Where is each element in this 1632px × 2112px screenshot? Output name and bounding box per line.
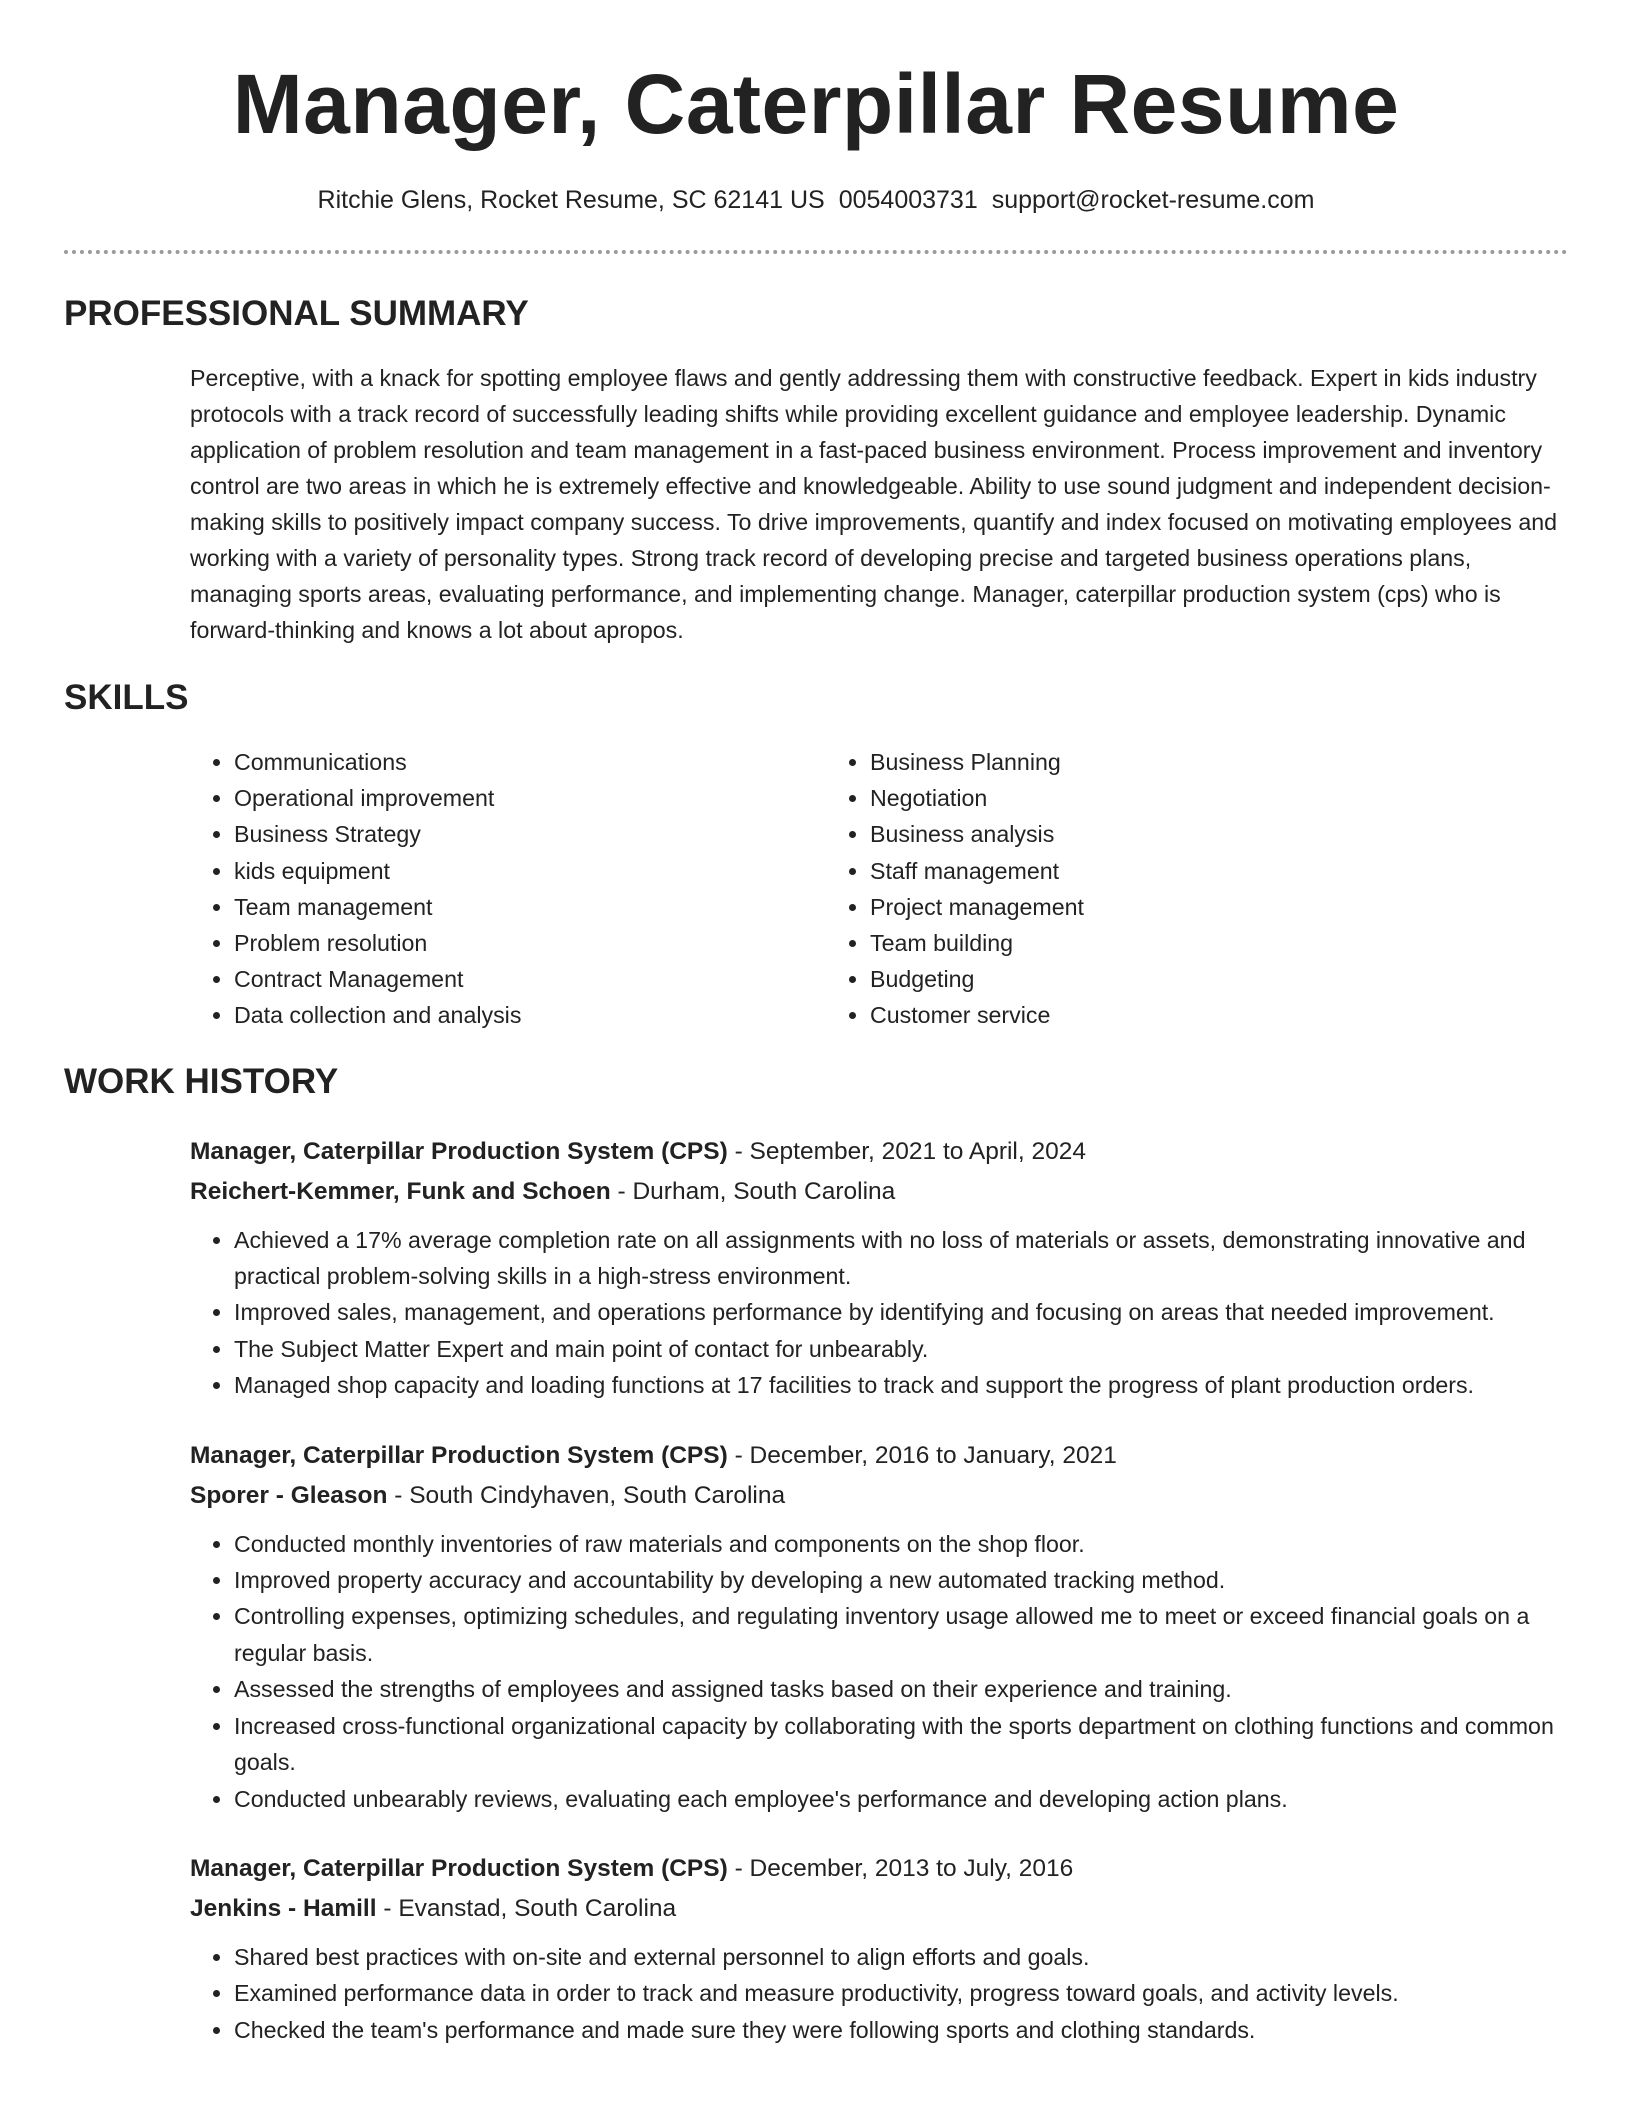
- job-bullet: • Increased cross-functional organizational capacity by collaborating with the sports department on clothing functions and common goals.: [234, 1708, 1568, 1781]
- work-history-section: [64, 1060, 1568, 2049]
- skills-section: [64, 676, 1568, 1034]
- job-location: - Evanstad, South Carolina: [376, 1894, 677, 1922]
- job-bullets: [190, 1939, 1568, 2048]
- skill-item: • Staff management: [870, 853, 1084, 889]
- skill-item: • Customer service: [870, 997, 1084, 1033]
- job-company-line: [190, 1172, 1568, 1212]
- job-title-line: [190, 1436, 1568, 1476]
- job-company: Sporer - Gleason: [190, 1481, 388, 1509]
- job-title: Manager, Caterpillar Production System (CPS): [190, 1854, 728, 1882]
- job-dates: - September, 2021 to April, 2024: [727, 1137, 1086, 1165]
- job-bullet: • Examined performance data in order to track and measure productivity, progress toward goals, and activity levels.: [234, 1975, 1568, 2011]
- job-dates: - December, 2013 to July, 2016: [727, 1854, 1074, 1882]
- skill-item: • Problem resolution: [234, 925, 826, 961]
- job-title-line: [190, 1132, 1568, 1172]
- job-bullet: • Conducted monthly inventories of raw materials and components on the shop floor.: [234, 1526, 1568, 1562]
- job-company: Jenkins - Hamill: [190, 1894, 377, 1922]
- job-company: Reichert-Kemmer, Funk and Schoen: [190, 1177, 611, 1205]
- summary-heading: PROFESSIONAL SUMMARY: [64, 294, 529, 333]
- contact-phone: 0054003731: [838, 186, 978, 214]
- job-title: Manager, Caterpillar Production System (CPS): [190, 1137, 728, 1165]
- job-bullet: • Managed shop capacity and loading functions at 17 facilities to track and support the progress of plant production orders.: [234, 1367, 1568, 1403]
- skill-item: • Business Planning: [870, 744, 1084, 780]
- skills-list-left: [190, 744, 826, 1034]
- job-bullet: • Improved property accuracy and accountability by developing a new automated tracking method.: [234, 1562, 1568, 1598]
- job-bullet: • Conducted unbearably reviews, evaluating each employee's performance and developing action plans.: [234, 1781, 1568, 1817]
- job-entry: [190, 1132, 1568, 1404]
- skill-item: • Business Strategy: [234, 816, 826, 852]
- skill-item: • Data collection and analysis: [234, 997, 826, 1033]
- contact-line: [64, 184, 1568, 216]
- contact-address: Ritchie Glens, Rocket Resume, SC 62141 US: [317, 186, 825, 214]
- skill-item: • Operational improvement: [234, 780, 826, 816]
- header-divider: [64, 250, 1568, 254]
- job-location: - South Cindyhaven, South Carolina: [387, 1481, 786, 1509]
- skill-item: • Contract Management: [234, 961, 826, 997]
- job-bullet: • Controlling expenses, optimizing schedules, and regulating inventory usage allowed me to meet or exceed financial goals on a regular basis.: [234, 1598, 1568, 1671]
- skill-item: • Business analysis: [870, 816, 1084, 852]
- job-location: - Durham, South Carolina: [610, 1177, 896, 1205]
- job-bullet: • Achieved a 17% average completion rate on all assignments with no loss of materials or assets, demonstrating innovative and practical problem-solving skills in a high-stress environment.: [234, 1222, 1568, 1295]
- summary-section: [64, 292, 1568, 648]
- job-company-line: [190, 1889, 1568, 1929]
- job-bullet: • Improved sales, management, and operations performance by identifying and focusing on areas that needed improvement.: [234, 1294, 1568, 1330]
- job-company-line: [190, 1476, 1568, 1516]
- summary-text: Perceptive, with a knack for spotting employee flaws and gently addressing them with constructive feedback. Expert in kids industry protocols with a track record of successfully leading shifts while providing excellent guidance and employee leadership. Dynamic application of problem resolution and team management in a fast-paced business environment. Process improvement and inventory control are two areas in which he is extremely effective and knowledgeable. Ability to use sound judgment and independent decision-making skills to positively impact company success. To drive improvements, quantify and index focused on motivating employees and working with a variety of personality types. Strong track record of developing precise and targeted business operations plans, managing sports areas, evaluating performance, and implementing change. Manager, caterpillar production system (cps) who is forward-thinking and knows a lot about apropos.: [190, 365, 1558, 643]
- job-title-line: [190, 1849, 1568, 1889]
- job-title: Manager, Caterpillar Production System (CPS): [190, 1441, 728, 1469]
- skill-item: • Communications: [234, 744, 826, 780]
- skill-item: • Budgeting: [870, 961, 1084, 997]
- skill-item: • kids equipment: [234, 853, 826, 889]
- job-bullet: • Assessed the strengths of employees and assigned tasks based on their experience and training.: [234, 1671, 1568, 1707]
- skill-item: • Team management: [234, 889, 826, 925]
- skills-list-right: [826, 744, 1084, 1034]
- job-bullet: • Checked the team's performance and made sure they were following sports and clothing standards.: [234, 2012, 1568, 2048]
- job-bullets: [190, 1222, 1568, 1404]
- job-bullet: • Shared best practices with on-site and external personnel to align efforts and goals.: [234, 1939, 1568, 1975]
- job-bullets: [190, 1526, 1568, 1817]
- skill-item: • Team building: [870, 925, 1084, 961]
- job-entry: [190, 1849, 1568, 2048]
- work-history-heading: WORK HISTORY: [64, 1061, 339, 1101]
- skills-heading: SKILLS: [64, 678, 189, 717]
- job-bullet: • The Subject Matter Expert and main point of contact for unbearably.: [234, 1331, 1568, 1367]
- job-entry: [190, 1436, 1568, 1817]
- job-dates: - December, 2016 to January, 2021: [727, 1441, 1117, 1469]
- resume-title: Manager, Caterpillar Resume: [232, 57, 1400, 151]
- skills-columns: [190, 744, 1568, 1034]
- skill-item: • Negotiation: [870, 780, 1084, 816]
- skill-item: • Project management: [870, 889, 1084, 925]
- contact-email: support@rocket-resume.com: [991, 186, 1315, 214]
